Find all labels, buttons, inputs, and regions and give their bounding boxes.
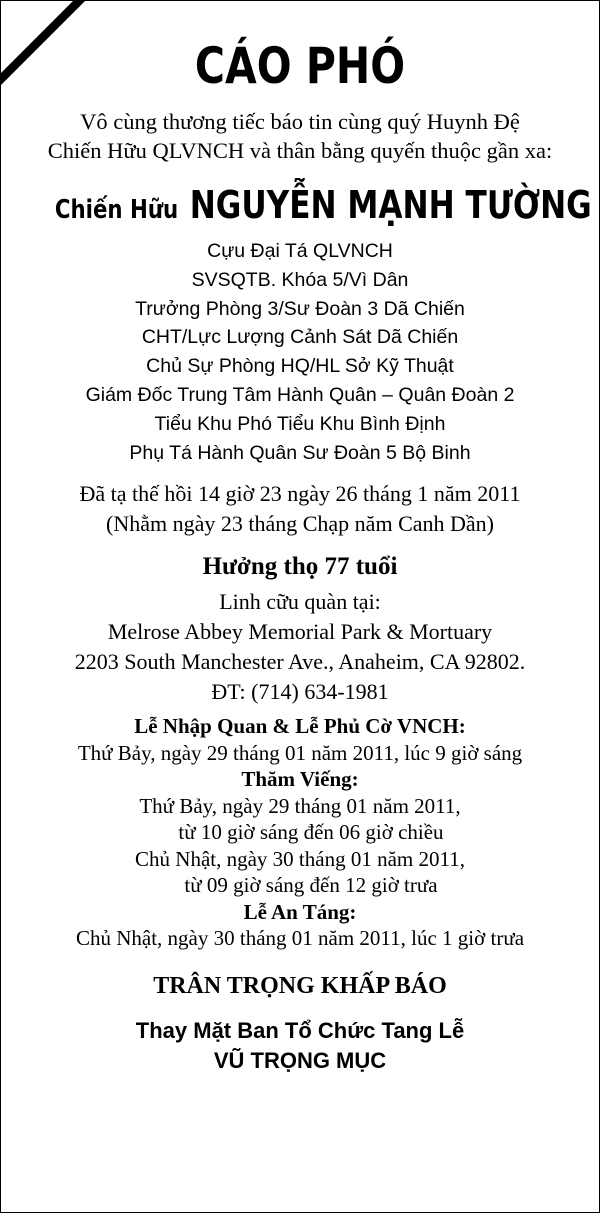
rank-item: Giám Đốc Trung Tâm Hành Quân – Quân Đoàn 2: [85, 383, 515, 406]
closing-announcement: TRÂN TRỌNG KHẤP BÁO: [153, 972, 447, 999]
signature-line-1: Thay Mặt Ban Tổ Chức Tang Lễ: [135, 1017, 465, 1043]
intro-line-2: Chiến Hữu QLVNCH và thân bằng quyến thuộc gần xa:: [47, 138, 553, 163]
rank-list: [1, 237, 599, 467]
passing-date: Đã tạ thế hồi 14 giờ 23 ngày 26 tháng 1 năm 2011: [79, 481, 521, 507]
deceased-prefix: Chiến Hữu: [54, 195, 179, 225]
intro-text: [1, 107, 599, 165]
intro-line-1: Vô cùng thương tiếc báo tin cùng quý Huynh Đệ: [80, 109, 520, 134]
rank-item: Chủ Sự Phòng HQ/HL Sở Kỹ Thuật: [146, 355, 454, 378]
burial-time: Chủ Nhật, ngày 30 tháng 01 năm 2011, lúc 1 giờ trưa: [75, 926, 525, 951]
location-address: 2203 South Manchester Ave., Anaheim, CA 92802.: [74, 649, 526, 675]
deceased-name-line: [54, 183, 592, 227]
encoffin-time: Thứ Bảy, ngày 29 tháng 01 năm 2011, lúc 9 giờ sáng: [77, 740, 523, 765]
rank-item: CHT/Lực Lượng Cảnh Sát Dã Chiến: [141, 326, 459, 349]
rank-item: Trưởng Phòng 3/Sư Đoàn 3 Dã Chiến: [135, 297, 465, 320]
encoffin-heading: Lễ Nhập Quan & Lễ Phủ Cờ VNCH:: [134, 714, 466, 739]
funeral-home-block: [1, 587, 599, 707]
burial-heading: Lễ An Táng:: [243, 899, 357, 924]
deceased-name: NGUYỄN MẠNH TƯỜNG: [189, 183, 592, 227]
service-schedule: [1, 713, 599, 952]
passing-info: [1, 479, 599, 539]
visitation-day-2-hours: từ 09 giờ sáng đến 12 giờ trưa: [184, 873, 438, 898]
visitation-day-1: Thứ Bảy, ngày 29 tháng 01 năm 2011,: [139, 793, 461, 818]
visitation-heading: Thăm Viếng:: [241, 767, 359, 792]
passing-lunar-date: (Nhằm ngày 23 tháng Chạp năm Canh Dần): [106, 511, 494, 537]
signature-line-2: VŨ TRỌNG MỤC: [213, 1047, 387, 1073]
rank-item: SVSQTB. Khóa 5/Vì Dân: [191, 268, 409, 291]
location-place: Melrose Abbey Memorial Park & Mortuary: [107, 619, 493, 645]
visitation-day-1-hours: từ 10 giờ sáng đến 06 giờ chiều: [178, 820, 444, 845]
rank-item: Phụ Tá Hành Quân Sư Đoàn 5 Bộ Binh: [129, 441, 471, 464]
age-at-death: Hưởng thọ 77 tuổi: [202, 553, 398, 581]
rank-item: Cựu Đại Tá QLVNCH: [207, 240, 393, 262]
rank-item: Tiểu Khu Phó Tiểu Khu Bình Định: [154, 412, 446, 435]
location-phone: ĐT: (714) 634-1981: [211, 679, 389, 705]
visitation-day-2: Chủ Nhật, ngày 30 tháng 01 năm 2011,: [135, 846, 465, 871]
signature-block: [1, 1016, 599, 1076]
location-label: Linh cữu quàn tại:: [219, 589, 381, 615]
notice-title: CÁO PHÓ: [194, 37, 406, 95]
